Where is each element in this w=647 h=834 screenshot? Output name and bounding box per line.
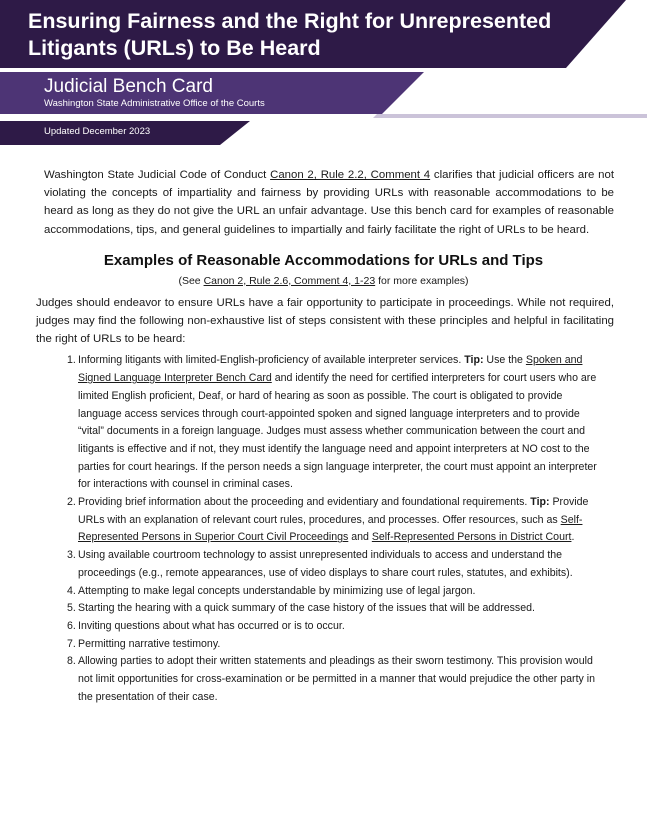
- tip-text: Use the: [483, 354, 526, 367]
- list-item-text: Allowing parties to adopt their written statements and pleadings as their sworn testimony. This provision would not limit opportunities for cross-examination or be permitted in a manner that would prejudice the other party in the presentation of their case.: [78, 655, 596, 703]
- list-item-text: Providing brief information about the proceeding and evidentiary and foundational requirements.: [78, 496, 531, 509]
- list-item-text: Inviting questions about what has occurred or is to occur.: [78, 619, 345, 632]
- page-title: Ensuring Fairness and the Right for Unrepresented Litigants (URLs) to Be Heard: [28, 9, 552, 60]
- list-item: [0, 618, 607, 636]
- list-item-number: 3.: [67, 549, 76, 562]
- list-item-number: 4.: [67, 584, 76, 597]
- list-item-number: 2.: [67, 496, 76, 509]
- see-also-note: [0, 274, 647, 289]
- updated-date: Updated December 2023: [44, 126, 151, 137]
- list-item-text: Starting the hearing with a quick summary of the case history of the issues that will be addressed.: [78, 602, 535, 615]
- list-item-number: 7.: [67, 637, 76, 650]
- list-item: [0, 653, 607, 706]
- tip-label: Tip:: [530, 496, 550, 509]
- tip-text: and: [348, 531, 372, 544]
- accommodations-list: [0, 352, 607, 706]
- interpreter-bench-card-link[interactable]: Spoken and Signed Language Interpreter Bench Card: [78, 354, 583, 385]
- intro-paragraph: [44, 166, 614, 239]
- list-item-text: Attempting to make legal concepts understandable by minimizing use of legal jargon.: [78, 584, 476, 597]
- list-item: [0, 583, 607, 601]
- tip-text: Provide URLs with an explanation of relevant court rules, procedures, and processes. Offer resources, such as: [78, 496, 589, 526]
- list-item: [0, 547, 607, 582]
- intro-text-after: clarifies that judicial officers are not violating the concepts of impartiality and fairness by providing URLs with reasonable accommodations to be heard as long as they do not give the URL an unfair advantage. Use this bench card for examples of reasonable accommodations, tips, and general guidelines to impartially and fairly facilitate the right of URLs to be heard.: [44, 169, 614, 236]
- section-heading: Examples of Reasonable Accommodations for URLs and Tips: [103, 251, 544, 269]
- tip-text: and identify the need for certified interpreters for court users who are limited English proficient, Deaf, or hard of hearing as soon as possible. The court is obligated to provide language access services through court-appointed spoken and signed language interpreters and to provide “vital” documents in a foreign language. Judges must assess whether communication between the court and litigants is effective and if not, they must identify the language need and appoint interpreters at NO cost to the parties for court hearings. If the person needs a sign language interpreter, the court must appoint an interpreter for interactions with counsel in criminal cases.: [78, 372, 597, 491]
- tip-text: .: [571, 531, 575, 544]
- list-item: [0, 600, 607, 618]
- list-item-text: Permitting narrative testimony.: [78, 637, 221, 650]
- header-banner: [0, 0, 647, 150]
- intro-text-before: Washington State Judicial Code of Conduct: [44, 169, 271, 181]
- district-court-resource-link[interactable]: Self-Represented Persons in District Court: [371, 531, 572, 544]
- list-item-text: Using available courtroom technology to assist unrepresented individuals to access and understand the proceedings (e.g., remote appearances, use of video displays to share court rules, statutes, and exhibits).: [78, 549, 573, 579]
- list-item-text: Informing litigants with limited-English-proficiency of available interpreter services.: [78, 354, 465, 367]
- lead-paragraph: Judges should endeavor to ensure URLs have a fair opportunity to participate in proceedings. While not required, judges may find the following non-exhaustive list of steps consistent with these principles and helpful in facilitating the right of URLs to be heard:: [36, 296, 614, 346]
- banner-accent-stripe: [373, 114, 647, 118]
- tip-label: Tip:: [464, 354, 484, 367]
- canon-2-rule-2-6-link[interactable]: Canon 2, Rule 2.6, Comment 4, 1-23: [203, 274, 376, 287]
- superior-court-resource-link[interactable]: Self-Represented Persons in Superior Court Civil Proceedings: [78, 513, 583, 544]
- list-item: [0, 352, 607, 494]
- canon-2-rule-2-2-link[interactable]: Canon 2, Rule 2.2, Comment 4: [270, 169, 431, 181]
- list-item: [0, 494, 607, 547]
- see-text-after: for more examples): [375, 274, 469, 287]
- organization-name: Washington State Administrative Office of the Courts: [44, 98, 265, 109]
- main-content: [0, 166, 647, 706]
- see-text-before: (See: [178, 274, 204, 287]
- list-item-number: 1.: [67, 354, 76, 367]
- list-item-number: 8.: [67, 655, 76, 668]
- bench-card-subtitle: Judicial Bench Card: [44, 76, 213, 97]
- list-item-number: 5.: [67, 602, 76, 615]
- list-item-number: 6.: [67, 619, 76, 632]
- list-item: [0, 636, 607, 654]
